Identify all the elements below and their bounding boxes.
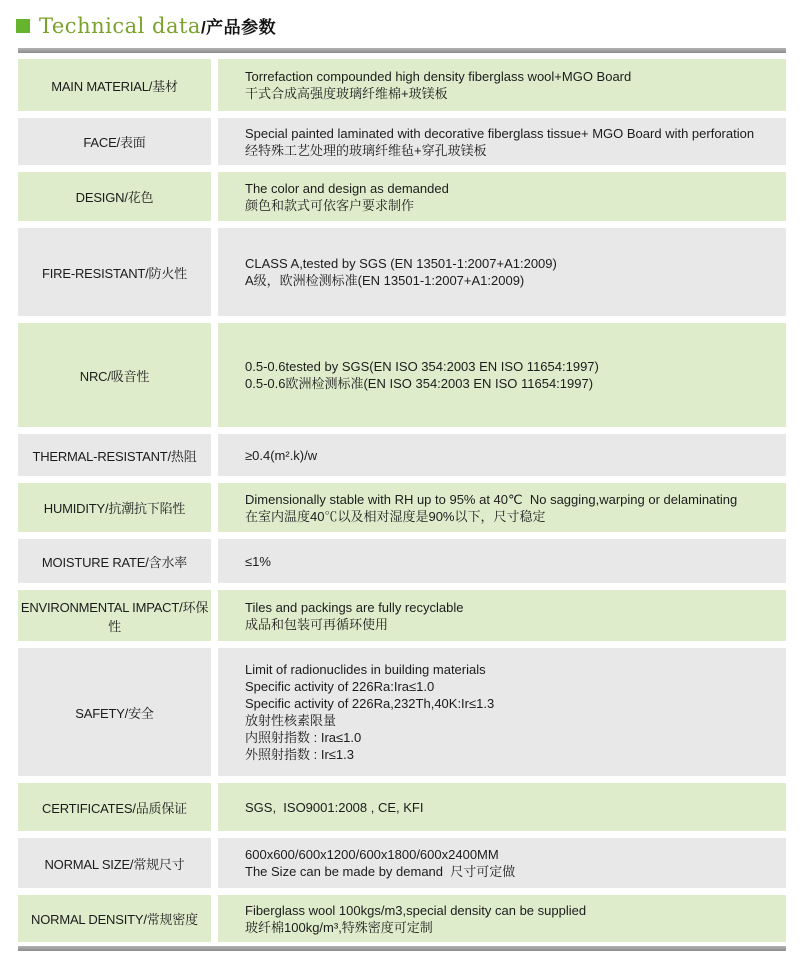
- value-line: 玻纤棉100kg/m³,特殊密度可定制: [245, 919, 433, 935]
- column-divider: [211, 59, 218, 111]
- column-divider: [211, 783, 218, 831]
- row-value: [218, 483, 786, 532]
- column-divider: [211, 228, 218, 316]
- row-value: [218, 434, 786, 476]
- column-divider: [211, 648, 218, 776]
- table-row: [18, 59, 786, 111]
- row-label: CERTIFICATES/品质保证: [18, 783, 211, 831]
- row-value: [218, 838, 786, 888]
- table-row: [18, 434, 786, 476]
- value-line: Limit of radionuclides in building materials: [245, 662, 486, 677]
- value-line: CLASS A,tested by SGS (EN 13501-1:2007+A1:2009): [245, 256, 557, 271]
- row-value: [218, 539, 786, 583]
- row-label: FACE/表面: [18, 118, 211, 165]
- value-line: Tiles and packings are fully recyclable: [245, 599, 464, 615]
- row-value: [218, 323, 786, 427]
- table-bottom-border: [18, 946, 786, 951]
- row-value: [218, 59, 786, 111]
- column-divider: [211, 434, 218, 476]
- value-line: The color and design as demanded: [245, 180, 449, 196]
- row-label: THERMAL-RESISTANT/热阻: [18, 434, 211, 476]
- value-line: Specific activity of 226Ra:Ira≤1.0: [245, 679, 435, 694]
- column-divider: [211, 172, 218, 221]
- table-row: [18, 895, 786, 942]
- value-line: ≤1%: [245, 553, 271, 569]
- page-header: [0, 0, 800, 48]
- page-title-english: Technical data: [39, 13, 201, 38]
- value-line: 干式合成高强度玻璃纤维棉+玻镁板: [245, 86, 448, 101]
- row-label: NRC/吸音性: [18, 323, 211, 427]
- table-row: [18, 648, 786, 776]
- row-value: [218, 172, 786, 221]
- value-line: 600x600/600x1200/600x1800/600x2400MM: [245, 847, 499, 862]
- row-value: [218, 118, 786, 165]
- square-bullet-icon: [16, 19, 30, 33]
- column-divider: [211, 483, 218, 532]
- table-row: [18, 483, 786, 532]
- spec-table: [18, 48, 786, 951]
- column-divider: [211, 539, 218, 583]
- row-value: [218, 783, 786, 831]
- row-label: ENVIRONMENTAL IMPACT/环保性: [18, 590, 211, 641]
- table-row: [18, 172, 786, 221]
- value-line: SGS, ISO9001:2008 , CE, KFI: [245, 799, 424, 815]
- value-line: 内照射指数 : Ira≤1.0: [245, 730, 362, 745]
- row-label: SAFETY/安全: [18, 648, 211, 776]
- value-line: Dimensionally stable with RH up to 95% at 40℃ No sagging,warping or delaminating: [245, 491, 738, 507]
- value-line: 成品和包装可再循环使用: [245, 616, 389, 632]
- column-divider: [211, 838, 218, 888]
- column-divider: [211, 895, 218, 942]
- value-line: Fiberglass wool 100kgs/m3,special density can be supplied: [245, 902, 587, 918]
- row-label: NORMAL DENSITY/常规密度: [18, 895, 211, 942]
- value-line: 0.5-0.6欧洲检测标准(EN ISO 354:2003 EN ISO 11654:1997): [245, 376, 594, 391]
- table-row: [18, 838, 786, 888]
- value-line: The Size can be made by demand 尺寸可定做: [245, 864, 516, 879]
- row-value: [218, 590, 786, 641]
- column-divider: [211, 118, 218, 165]
- table-row: [18, 539, 786, 583]
- value-line: 颜色和款式可依客户要求制作: [245, 197, 415, 213]
- row-label: FIRE-RESISTANT/防火性: [18, 228, 211, 316]
- table-row: [18, 783, 786, 831]
- value-line: Specific activity of 226Ra,232Th,40K:Ir≤1.3: [245, 696, 495, 711]
- page-title-chinese: /产品参数: [200, 18, 277, 37]
- value-line: 在室内温度40℃以及相对湿度是90%以下，尺寸稳定: [245, 508, 546, 524]
- value-line: A级，欧洲检测标准(EN 13501-1:2007+A1:2009): [245, 273, 525, 288]
- value-line: Special painted laminated with decorative fiberglass tissue+ MGO Board with perforation: [245, 125, 755, 141]
- row-value: [218, 895, 786, 942]
- value-line: Torrefaction compounded high density fiberglass wool+MGO Board: [245, 69, 632, 84]
- value-line: 0.5-0.6tested by SGS(EN ISO 354:2003 EN ISO 11654:1997): [245, 359, 599, 374]
- column-divider: [211, 323, 218, 427]
- column-divider: [211, 590, 218, 641]
- spec-table-body: [18, 59, 786, 942]
- table-row: [18, 228, 786, 316]
- value-line: 外照射指数 : Ir≤1.3: [245, 747, 354, 762]
- table-row: [18, 590, 786, 641]
- table-row: [18, 118, 786, 165]
- value-line: ≥0.4(m².k)/w: [245, 447, 318, 463]
- row-value: [218, 228, 786, 316]
- value-line: 放射性核素限量: [245, 713, 337, 728]
- row-value: [218, 648, 786, 776]
- value-line: 经特殊工艺处理的玻璃纤维毡+穿孔玻镁板: [245, 142, 487, 158]
- row-label: HUMIDITY/抗潮抗下陷性: [18, 483, 211, 532]
- row-label: MAIN MATERIAL/基材: [18, 59, 211, 111]
- row-label: NORMAL SIZE/常规尺寸: [18, 838, 211, 888]
- row-label: DESIGN/花色: [18, 172, 211, 221]
- row-label: MOISTURE RATE/含水率: [18, 539, 211, 583]
- table-row: [18, 323, 786, 427]
- table-top-border: [18, 48, 786, 53]
